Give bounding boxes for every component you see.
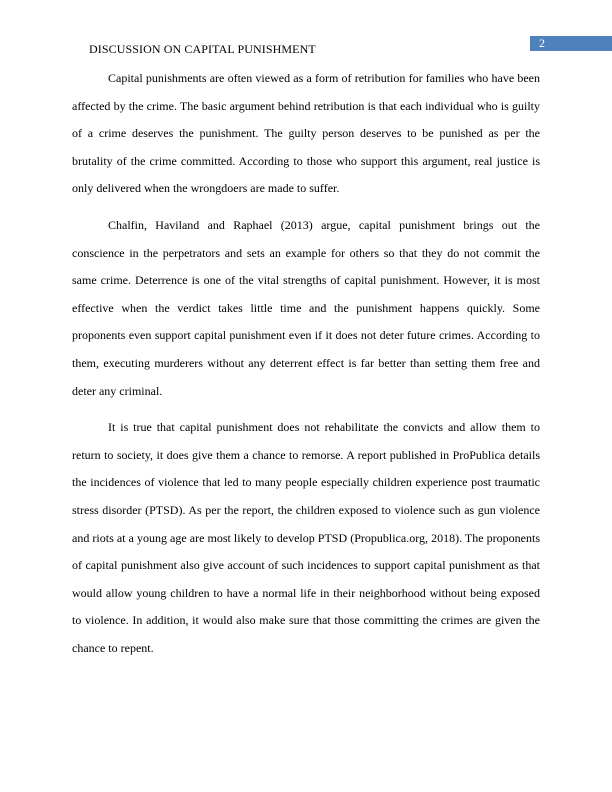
paragraph-deterrence: Chalfin, Haviland and Raphael (2013) argue, capital punishment brings out the conscience in the perpetrators and sets an example for others so that they do not commit the same crime. Deterrence is one of the vital strengths of capital punishment. However, it is most effective when the verdict takes little time and the punishment happens quickly. Some proponents even support capital punishment even if it does not deter future crimes. According to them, executing murderers without any deterrent effect is far better than setting them free and deter any criminal.: [72, 217, 540, 398]
running-head: DISCUSSION ON CAPITAL PUNISHMENT: [89, 42, 316, 56]
body-text: [72, 65, 540, 671]
paragraph-remorse: It is true that capital punishment does not rehabilitate the convicts and allow them to return to society, it does give them a chance to remorse. A report published in ProPublica details the incidences of violence that led to many people especially children experience post traumatic stress disorder (PTSD). As per the report, the children exposed to violence such as gun violence and riots at a young age are most likely to develop PTSD (Propublica.org, 2018). The proponents of capital punishment also give account of such incidences to support capital punishment as that would allow young children to have a normal life in their neighborhood without being exposed to violence. In addition, it would also make sure that those committing the crimes are given the chance to repent.: [72, 420, 540, 655]
page-number: 2: [539, 36, 545, 50]
paragraph-retribution: Capital punishments are often viewed as a form of retribution for families who have been affected by the crime. The basic argument behind retribution is that each individual who is guilty of a crime deserves the punishment. The guilty person deserves to be punished as per the brutality of the crime committed. According to those who support this argument, real justice is only delivered when the wrongdoers are made to suffer.: [72, 71, 540, 196]
page-number-box: [530, 36, 612, 51]
